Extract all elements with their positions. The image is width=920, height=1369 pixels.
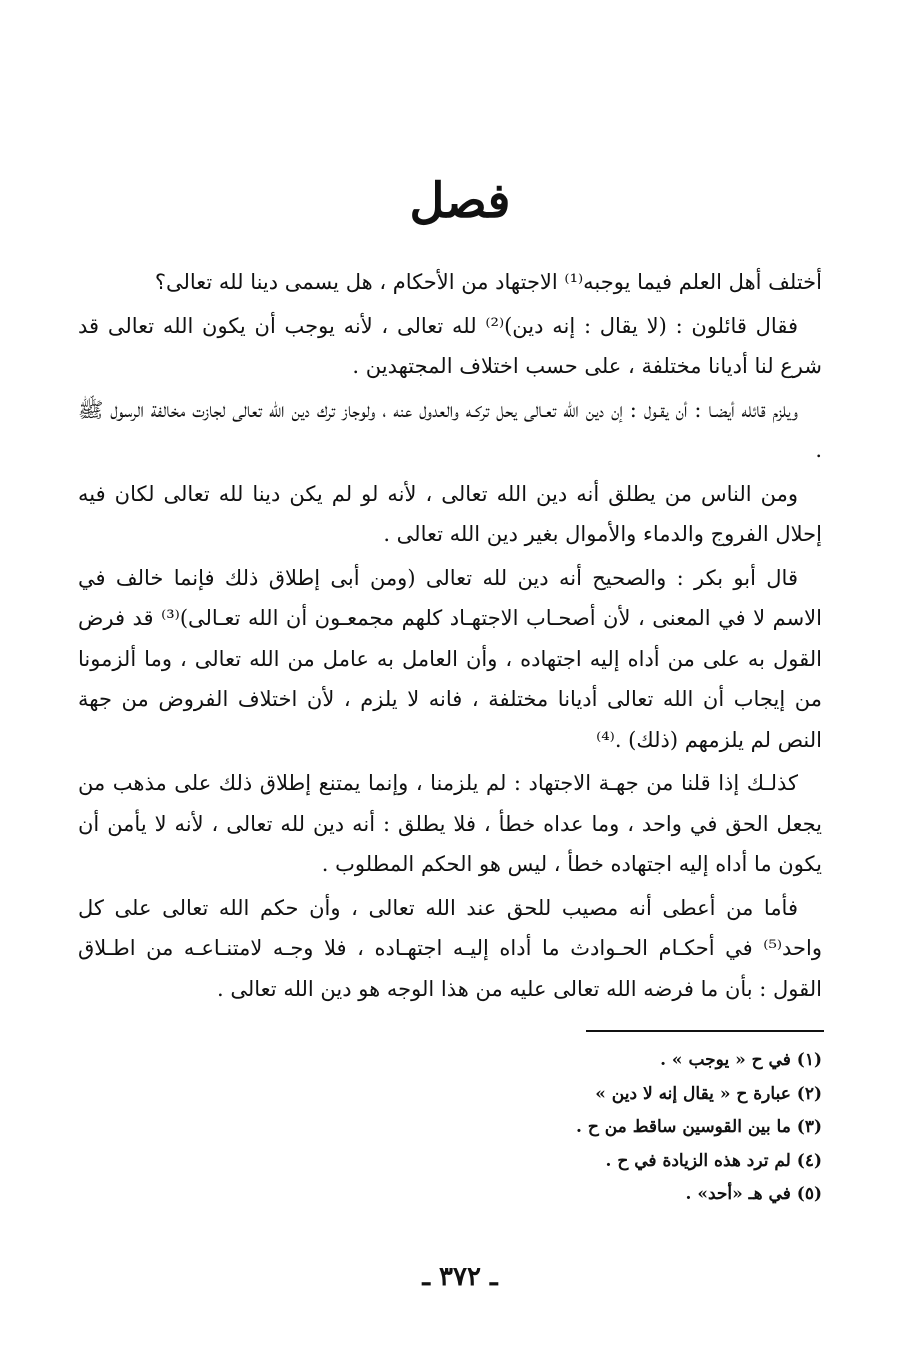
section-title: فصل [409, 173, 511, 229]
paragraph-1: أختلف أهل العلم فيما يوجبه⁽¹⁾ الاجتهاد من الأحكام ، هل يسمى دينا لله تعالى؟ [154, 270, 822, 294]
paragraph-5: قال أبو بكر : والصحيح أنه دين لله تعالى (ومن أبى إطلاق ذلك فإنما خالف في الاسم لا في المعنى ، لأن أصحـاب الاجتهـاد كلهم مجمعـون أن الله تعـالى)⁽³⁾ قد فرض القول به على من أداه إليه اجتهاده ، وأن العامل به عامل من الله تعالى ، وما ألزمونا من إيجاب أن الله تعالى أديانا مختلفة ، فانه لا يلزم ، لأن اختلاف الفروض من جهة النص لم يلزمهم (ذلك) .⁽⁴⁾ [78, 565, 822, 752]
paragraph-3: ويلزم قائله أيضـا : أن يقـول : إن دين الله تعـالى يحل تركـه والعدول عنه ، ولوجاز ترك دين الله تعالى لجازت مخالفة الرسول ﷺ . [78, 397, 822, 462]
paragraph-2: فقال قائلون : (لا يقال : إنه دين)⁽²⁾ لله تعالى ، لأنه يوجب أن يكون الله تعالى قد شرع لنا أديانا مختلفة ، على حسب اختلاف المجتهدين . [78, 313, 822, 378]
footnote-5: (٥) في هـ «أحد» . [685, 1184, 822, 1204]
footnote-1: (١) في ح « يوجب » . [660, 1050, 822, 1070]
paragraph-4: ومن الناس من يطلق أنه دين الله تعالى ، لأنه لو لم يكن دينا لله تعالى لكان فيه إحلال الفروج والدماء والأموال بغير دين الله تعالى . [78, 481, 822, 546]
footnote-3: (٣) ما بين القوسين ساقط من ح . [576, 1117, 822, 1137]
footnote-separator [586, 1030, 824, 1032]
paragraph-6: كذلـك إذا قلنا من جهـة الاجتهاد : لم يلزمنا ، وإنما يمتنع إطلاق ذلك على مذهب من يجعل الحق في واحد ، وما عداه خطأ ، فلا يطلق : أنه دين لله تعالى ، لأنه لا يأمن أن يكون ما أداه إليه اجتهاده خطأ ، ليس هو الحكم المطلوب . [78, 771, 822, 876]
footnote-4: (٤) لم ترد هذه الزيادة في ح . [605, 1150, 822, 1171]
footnotes [300, 1044, 822, 1212]
page-number: ـ ٣٧٢ ـ [422, 1262, 498, 1292]
footnote-2: (٢) عبارة ح « يقال إنه لا دين » [595, 1083, 822, 1104]
paragraph-7: فأما من أعطى أنه مصيب للحق عند الله تعالى ، وأن حكم الله تعالى على كل واحد⁽⁵⁾ في أحكـام الحـوادث ما أداه إليـه اجتهـاده ، فلا وجـه لامتنـاعـه من اطـلاق القول : بأن ما فرضه الله تعالى عليه من هذا الوجه هو دين الله تعالى . [78, 895, 822, 1001]
body-text [78, 262, 822, 1012]
